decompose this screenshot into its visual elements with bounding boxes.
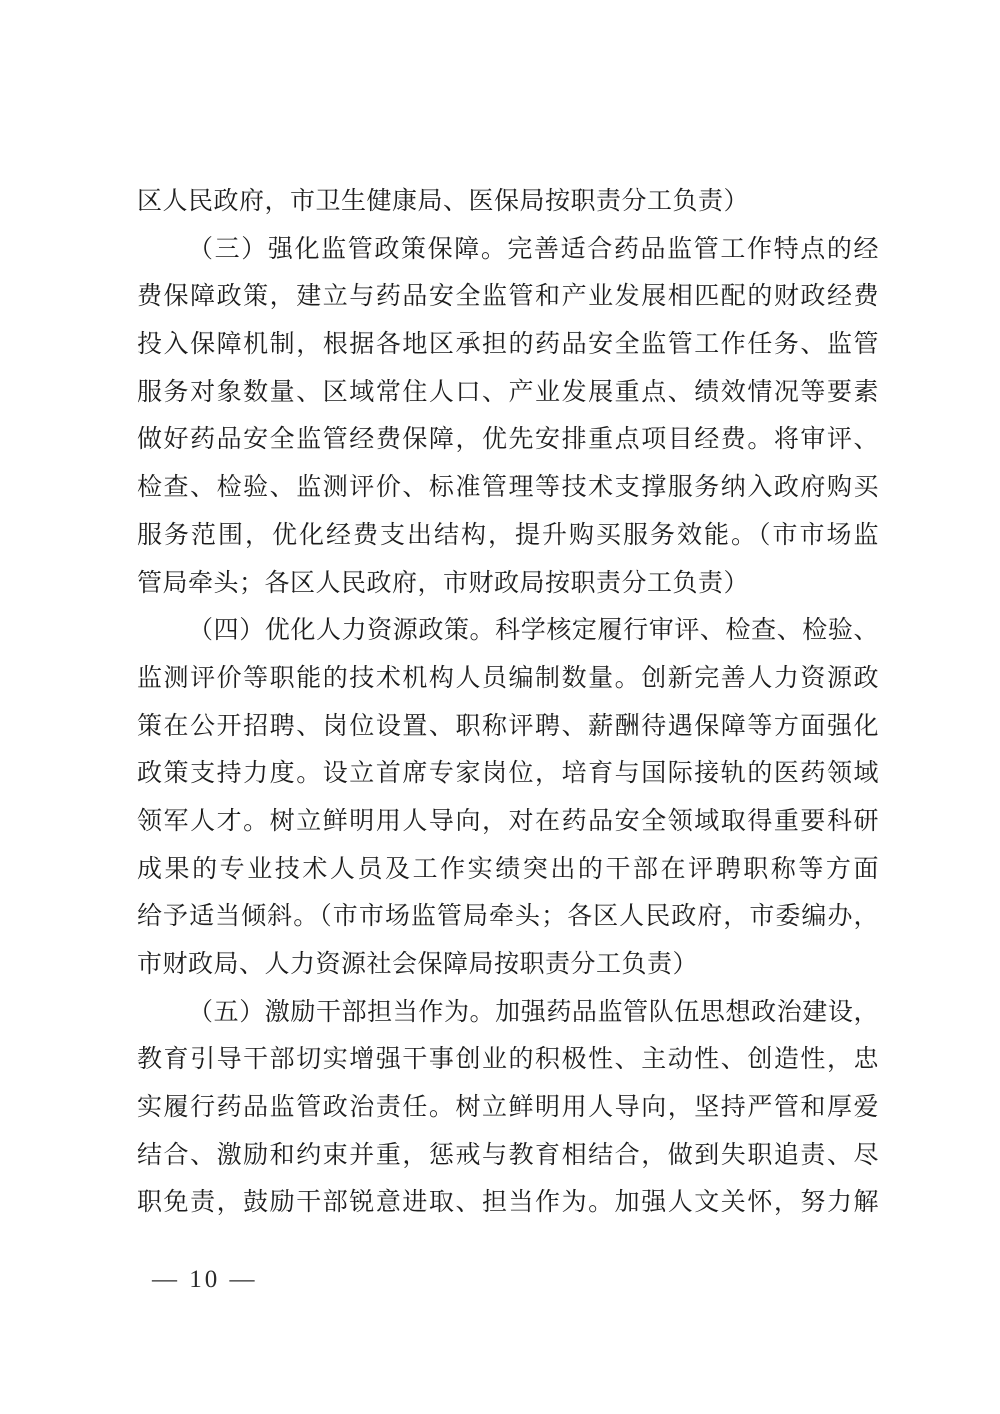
text-line: 给予适当倾斜。（市市场监管局牵头；各区人民政府，市委编办， <box>137 903 879 931</box>
text-line: 市财政局、人力资源社会保障局按职责分工负责） <box>137 951 699 978</box>
text-line: 策在公开招聘、岗位设置、职称评聘、薪酬待遇保障等方面强化 <box>137 712 879 740</box>
text-line: 结合、激励和约束并重，惩戒与教育相结合，做到失职追责、尽 <box>137 1141 879 1169</box>
text-line: （四）优化人力资源政策。科学核定履行审评、检查、检验、 <box>188 617 879 645</box>
text-line: 服务范围，优化经费支出结构，提升购买服务效能。（市市场监 <box>137 521 879 549</box>
page-number: — 10 — <box>152 1266 258 1293</box>
text-line: 检查、检验、监测评价、标准管理等技术支撑服务纳入政府购买 <box>137 474 879 502</box>
text-line: 成果的专业技术人员及工作实绩突出的干部在评聘职称等方面 <box>137 855 879 883</box>
text-line: 职免责，鼓励干部锐意进取、担当作为。加强人文关怀，努力解 <box>137 1189 879 1217</box>
paragraph <box>137 178 879 226</box>
text-line: 政策支持力度。设立首席专家岗位，培育与国际接轨的医药领域 <box>137 760 879 788</box>
text-line: 投入保障机制，根据各地区承担的药品安全监管工作任务、监管 <box>137 331 879 359</box>
document-body <box>137 178 879 1227</box>
text-line: 区人民政府，市卫生健康局、医保局按职责分工负责） <box>137 188 750 215</box>
text-line: 费保障政策，建立与药品安全监管和产业发展相匹配的财政经费 <box>137 283 879 311</box>
text-line: （三）强化监管政策保障。完善适合药品监管工作特点的经 <box>188 235 879 263</box>
text-line: 服务对象数量、区域常住人口、产业发展重点、绩效情况等要素 <box>137 378 879 406</box>
text-line: 实履行药品监管政治责任。树立鲜明用人导向，坚持严管和厚爱 <box>137 1094 879 1122</box>
text-line: 做好药品安全监管经费保障，优先安排重点项目经费。将审评、 <box>137 426 879 454</box>
text-line: 教育引导干部切实增强干事创业的积极性、主动性、创造性，忠 <box>137 1046 879 1074</box>
text-line: 管局牵头；各区人民政府，市财政局按职责分工负责） <box>137 569 750 597</box>
text-line: （五）激励干部担当作为。加强药品监管队伍思想政治建设， <box>188 998 879 1026</box>
paragraph <box>137 989 879 1227</box>
paragraph <box>137 226 879 608</box>
paragraph <box>137 607 879 989</box>
text-line: 监测评价等职能的技术机构人员编制数量。创新完善人力资源政 <box>137 664 879 692</box>
text-line: 领军人才。树立鲜明用人导向，对在药品安全领域取得重要科研 <box>137 807 879 835</box>
